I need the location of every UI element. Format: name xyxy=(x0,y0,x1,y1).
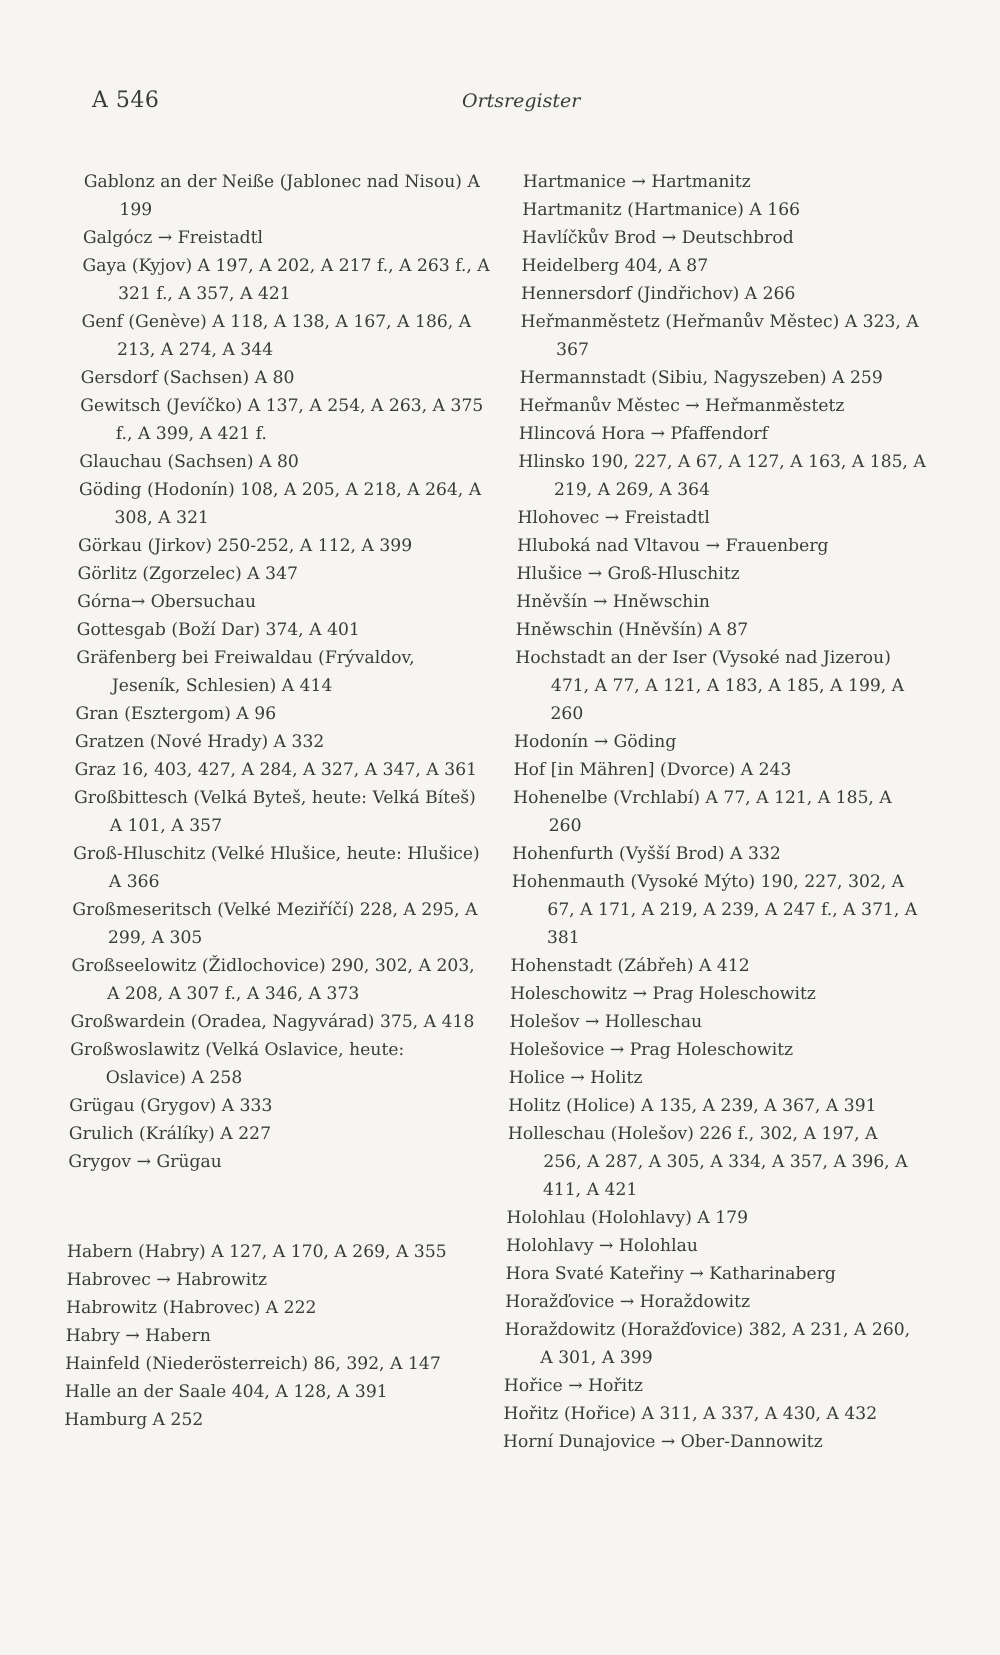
index-entry: Großwoslawitz (Velká Oslavice, heute: Oslavice) A 258 xyxy=(69,1040,405,1088)
index-entry: Hořitz (Hořice) A 311, A 337, A 430, A 432 xyxy=(503,1404,878,1424)
index-entry: Holohlau (Holohlavy) A 179 xyxy=(506,1208,749,1228)
index-entry: Hněwschin (Hněvšín) A 87 xyxy=(515,620,749,640)
index-entry: Heřmanměstetz (Heřmanův Městec) A 323, A 367 xyxy=(520,312,919,360)
index-entry: Heidelberg 404, A 87 xyxy=(521,256,709,276)
index-entry: Hamburg A 252 xyxy=(64,1410,204,1431)
index-entry: Gottesgab (Boží Dar) 374, A 401 xyxy=(76,620,361,640)
index-entry: Horaždowitz (Horažďovice) 382, A 231, A 260, A 301, A 399 xyxy=(504,1320,911,1368)
index-entry: Habern (Habry) A 127, A 170, A 269, A 355 xyxy=(66,1242,447,1263)
index-entry: Hohenfurth (Vyšší Brod) A 332 xyxy=(512,844,781,864)
index-entry: Gewitsch (Jevíčko) A 137, A 254, A 263, A 375 f., A 399, A 421 f. xyxy=(80,396,484,444)
index-entry: Hohenmauth (Vysoké Mýto) 190, 227, 302, A 67, A 171, A 219, A 239, A 247 f., A 371, A 381 xyxy=(511,872,918,948)
index-entry: Habry → Habern xyxy=(65,1326,211,1347)
index-entry: Holešov → Holleschau xyxy=(509,1012,703,1032)
index-entry: Galgócz → Freistadtl xyxy=(82,228,264,248)
index-entry: Hodonín → Göding xyxy=(513,732,677,752)
index-entry: Horažďovice → Horaždowitz xyxy=(505,1292,751,1312)
index-entry: Genf (Genève) A 118, A 138, A 167, A 186, A 213, A 274, A 344 xyxy=(81,312,472,360)
section-gap xyxy=(67,1193,475,1221)
index-entry: Holešovice → Prag Holeschowitz xyxy=(508,1040,794,1060)
index-entry: Havlíčkův Brod → Deutschbrod xyxy=(521,228,794,248)
index-entry: Grügau (Grygov) A 333 xyxy=(69,1096,273,1116)
index-entry: Hochstadt an der Iser (Vysoké nad Jizerou) 471, A 77, A 121, A 183, A 185, A 199, A 260 xyxy=(515,648,905,724)
index-entry: Grulich (Králíky) A 227 xyxy=(68,1124,272,1144)
index-entry: Hořice → Hořitz xyxy=(503,1376,644,1396)
index-entry: Hlušice → Groß-Hluschitz xyxy=(516,564,740,584)
index-entry: Großbittesch (Velká Byteš, heute: Velká Bíteš) A 101, A 357 xyxy=(73,788,477,836)
index-entry: Gräfenberg bei Freiwaldau (Frývaldov, Jeseník, Schlesien) A 414 xyxy=(76,648,415,696)
index-entry: Hermannstadt (Sibiu, Nagyszeben) A 259 xyxy=(519,368,883,388)
right-column xyxy=(503,168,931,1456)
index-entry: Graz 16, 403, 427, A 284, A 327, A 347, A 361 xyxy=(74,760,478,780)
index-entry: Groß-Hluschitz (Velké Hlušice, heute: Hlušice) A 366 xyxy=(73,844,480,892)
index-entry: Hartmanice → Hartmanitz xyxy=(522,172,751,192)
index-entry: Holitz (Holice) A 135, A 239, A 367, A 391 xyxy=(508,1096,877,1116)
index-entry: Hlincová Hora → Pfaffendorf xyxy=(518,424,769,444)
page-number: A 546 xyxy=(92,88,160,113)
index-entry: Großseelowitz (Židlochovice) 290, 302, A 203, A 208, A 307 f., A 346, A 373 xyxy=(71,956,475,1004)
index-entry: Holice → Holitz xyxy=(508,1068,643,1088)
page-header xyxy=(92,88,892,128)
index-entry: Horní Dunajovice → Ober-Dannowitz xyxy=(502,1432,823,1452)
index-entry: Hartmanitz (Hartmanice) A 166 xyxy=(522,200,801,220)
index-entry: Habrowitz (Habrovec) A 222 xyxy=(65,1298,317,1319)
index-entry: Gran (Esztergom) A 96 xyxy=(75,704,277,724)
index-entry: Görlitz (Zgorzelec) A 347 xyxy=(77,564,299,584)
index-entry: Hlinsko 190, 227, A 67, A 127, A 163, A 185, A 219, A 269, A 364 xyxy=(518,452,927,500)
index-entry: Großmeseritsch (Velké Meziříčí) 228, A 295, A 299, A 305 xyxy=(72,900,478,948)
index-entry: Göding (Hodonín) 108, A 205, A 218, A 264, A 308, A 321 xyxy=(78,480,482,528)
index-entry: Hennersdorf (Jindřichov) A 266 xyxy=(520,284,796,304)
index-entry: Gersdorf (Sachsen) A 80 xyxy=(80,368,295,388)
index-entry: Holohlavy → Holohlau xyxy=(505,1236,699,1256)
index-entry: Gablonz an der Neiße (Jablonec nad Nisou) A 199 xyxy=(83,172,480,220)
running-title: Ortsregister xyxy=(462,90,581,112)
index-entry: Gaya (Kyjov) A 197, A 202, A 217 f., A 263 f., A 321 f., A 357, A 421 xyxy=(82,256,490,304)
index-entry: Görkau (Jirkov) 250-252, A 112, A 399 xyxy=(77,536,413,556)
index-entry: Großwardein (Oradea, Nagyvárad) 375, A 418 xyxy=(70,1012,475,1032)
index-entry: Gratzen (Nové Hrady) A 332 xyxy=(74,732,325,752)
index-entry: Hohenstadt (Zábřeh) A 412 xyxy=(510,956,750,976)
index-entry: Habrovec → Habrowitz xyxy=(66,1270,268,1291)
index-entry: Hlohovec → Freistadtl xyxy=(517,508,710,528)
index-entry: Hněvšín → Hněwschin xyxy=(516,592,711,612)
index-entry: Hluboká nad Vltavou → Frauenberg xyxy=(516,536,829,556)
index-entry: Hohenelbe (Vrchlabí) A 77, A 121, A 185, A 260 xyxy=(512,788,892,836)
index-entry: Holleschau (Holešov) 226 f., 302, A 197, A 256, A 287, A 305, A 334, A 357, A 396, A 411, A 421 xyxy=(507,1124,908,1200)
index-entry: Hof [in Mähren] (Dvorce) A 243 xyxy=(513,760,792,780)
index-entry: Hainfeld (Niederösterreich) 86, 392, A 147 xyxy=(65,1354,441,1375)
index-entry: Hora Svaté Kateřiny → Katharinaberg xyxy=(505,1264,837,1284)
index-entry: Grygov → Grügau xyxy=(68,1152,222,1172)
index-entry: Heřmanův Městec → Heřmanměstetz xyxy=(519,396,845,416)
index-entry: Halle an der Saale 404, A 128, A 391 xyxy=(64,1382,388,1403)
left-column xyxy=(64,168,492,1434)
index-entry: Glauchau (Sachsen) A 80 xyxy=(79,452,299,472)
index-entry: Górna→ Obersuchau xyxy=(77,592,257,612)
index-entry: Holeschowitz → Prag Holeschowitz xyxy=(509,984,817,1004)
